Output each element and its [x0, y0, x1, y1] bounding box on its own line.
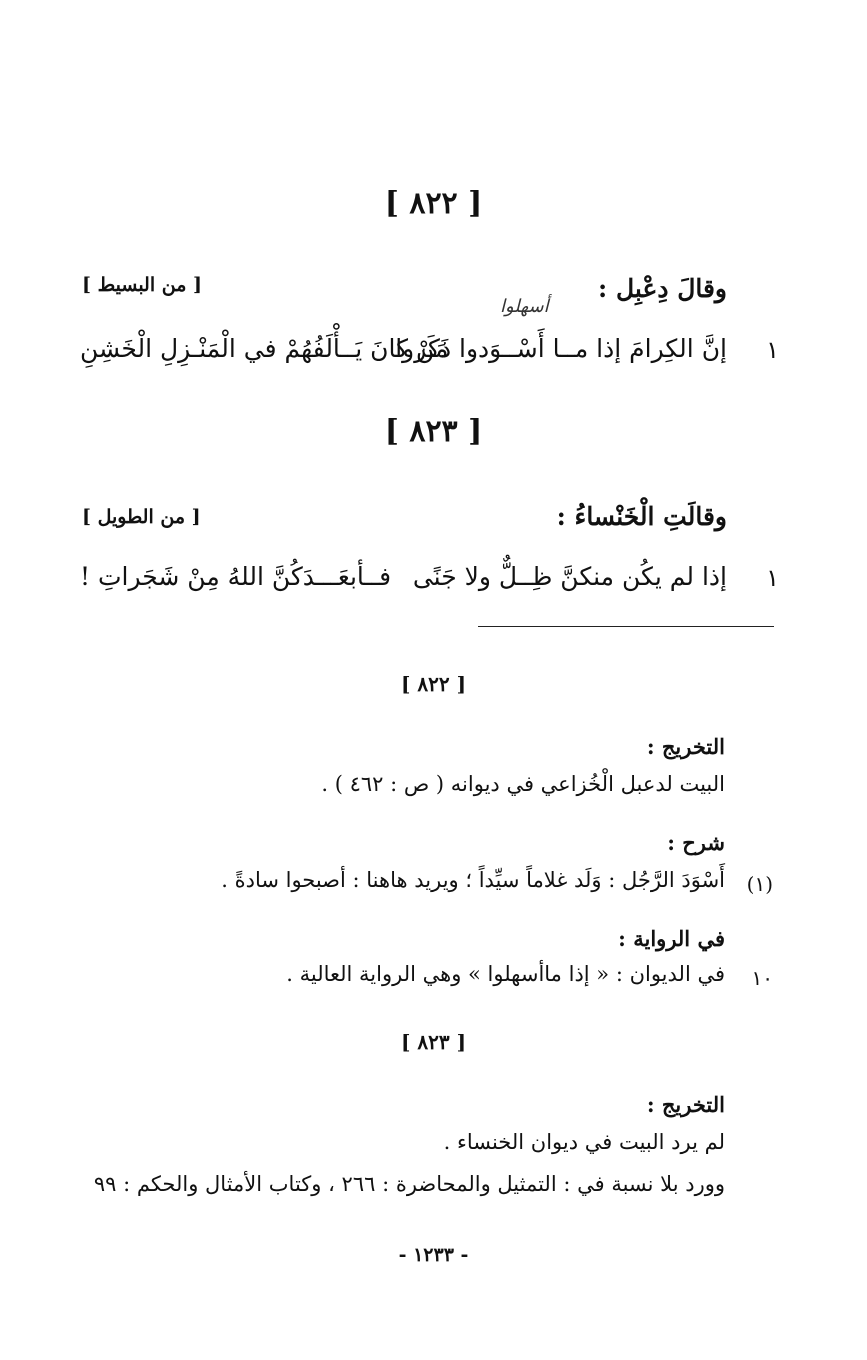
riwaya-heading: في الرواية : — [618, 926, 725, 951]
poet-intro-khansa: وقالَتِ الْخَنْساءُ : — [556, 502, 727, 531]
verse-first-hemistich: إنَّ الكِرامَ إذا مــا أَسْــوَدوا ذَكَروا — [395, 334, 727, 363]
page-number: - ١٢٣٣ - — [398, 1244, 469, 1266]
verse-number: ١ — [766, 564, 779, 592]
takhrij-heading: التخريج : — [646, 734, 725, 759]
takhrij-line: وورد بلا نسبة في : التمثيل والمحاضرة : ٢٦٦ ، وكتاب الأمثال والحكم : ٩٩ — [93, 1172, 725, 1196]
poet-intro-dibil: وقالَ دِعْبِل : — [598, 274, 727, 303]
meter-label-basit: [ من البسيط ] — [82, 274, 202, 296]
sharh-note-number: (١) — [746, 872, 773, 896]
verse-first-hemistich: إذا لم يكُن منكنَّ ظِــلٌّ ولا جَنًى — [412, 562, 727, 591]
footnote-divider — [478, 626, 774, 627]
verse-second-hemistich: فــأبعَـــدَكُنَّ اللهُ مِنْ شَجَراتِ ! — [80, 562, 392, 591]
handwritten-annotation: أسهلوا — [500, 296, 549, 317]
sharh-text: أَسْوَدَ الرَّجُل : وَلَد غلاماً سيِّداً ؛ ويريد هاهنا : أصبحوا سادةً . — [221, 868, 725, 892]
takhrij-heading: التخريج : — [646, 1092, 725, 1117]
notes-number-822: [ ٨٢٢ ] — [400, 672, 467, 696]
riwaya-note-number: ١٠ — [751, 966, 773, 990]
notes-number-823: [ ٨٢٣ ] — [400, 1030, 467, 1054]
poem-number-822: [ ٨٢٢ ] — [384, 186, 483, 221]
sharh-heading: شرح : — [667, 830, 725, 855]
takhrij-text: البيت لدعبل الْخُزاعي في ديوانه ( ص : ٤٦٢ ) . — [321, 772, 725, 796]
verse-number: ١ — [766, 336, 779, 364]
verse-second-hemistich: مَنْ كانَ يَــأْلَفُهُمْ في الْمَنْـزِلِ الْخَشِنِ — [80, 334, 449, 363]
takhrij-line: لم يرد البيت في ديوان الخنساء . — [443, 1130, 725, 1154]
poem-number-823: [ ٨٢٣ ] — [384, 414, 483, 449]
riwaya-text: في الديوان : « إذا ماأسهلوا » وهي الرواية العالية . — [286, 962, 725, 986]
meter-label-tawil: [ من الطويل ] — [82, 506, 201, 528]
